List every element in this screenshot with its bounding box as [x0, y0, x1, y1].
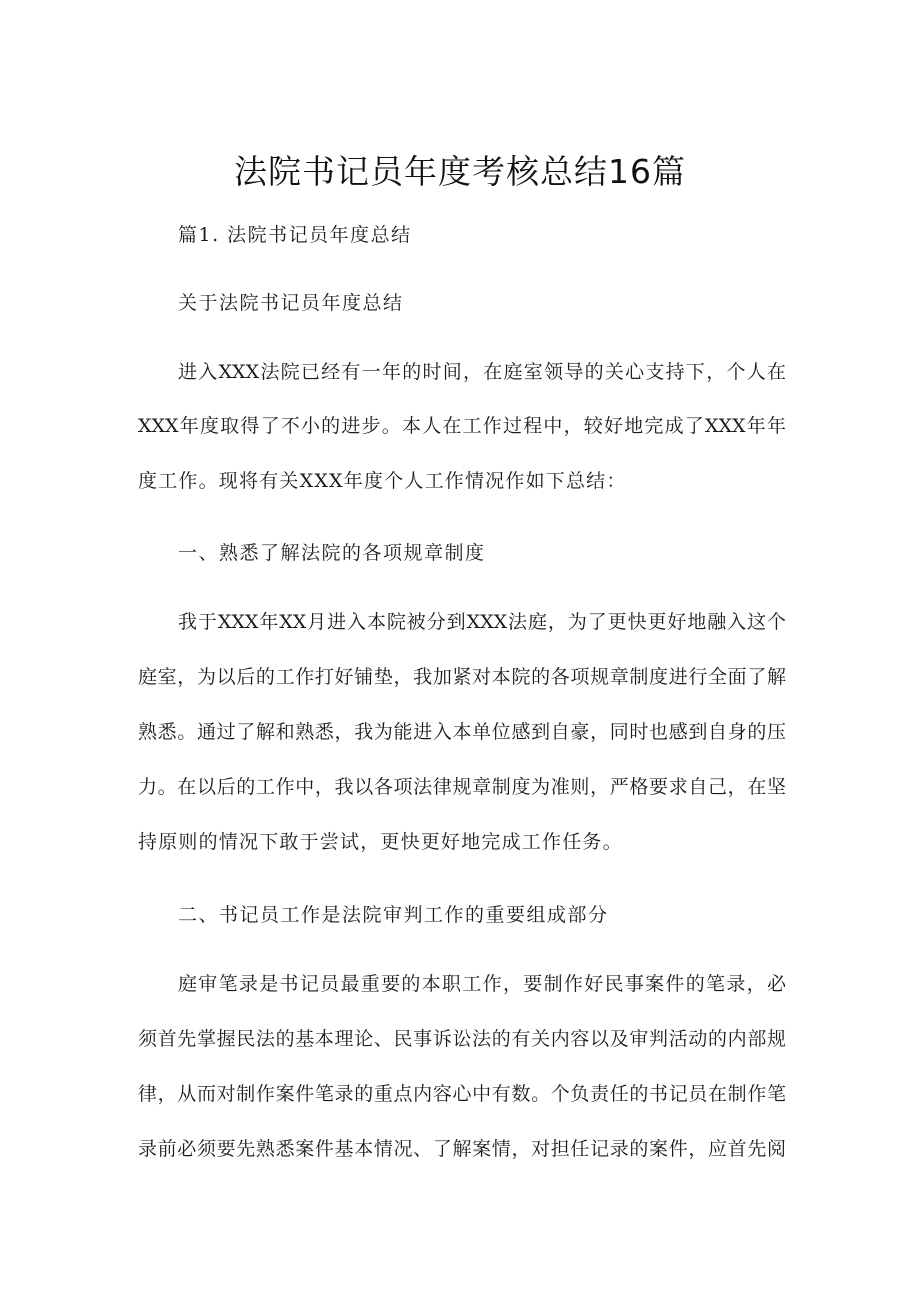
part1-line: 力。在以后的工作中，我以各项法律规章制度为准则，严格要求自己，在坚 — [138, 776, 786, 798]
part2-line: 庭审笔录是书记员最重要的本职工作，要制作好民事案件的笔录，必 — [178, 973, 786, 995]
intro-line: 度工作。现将有关XXX年度个人工作情况作如下总结： — [138, 470, 627, 492]
part1-line: 庭室，为以后的工作打好铺垫，我加紧对本院的各项规章制度进行全面了解 — [138, 666, 786, 688]
document-title: 法院书记员年度考核总结16篇 — [234, 152, 686, 191]
part1-line: 持原则的情况下敢于尝试，更快更好地完成工作任务。 — [138, 831, 623, 853]
intro-line: 进入XXX法院已经有一年的时间，在庭室领导的关心支持下，个人在 — [178, 361, 786, 383]
section-heading: 篇1. 法院书记员年度总结 — [178, 224, 412, 246]
part1-line: 我于XXX年XX月进入本院被分到XXX法庭，为了更快更好地融入这个 — [178, 611, 786, 633]
part2-line: 律，从而对制作案件笔录的重点内容心中有数。个负责任的书记员在制作笔 — [138, 1083, 786, 1105]
part2-heading: 二、书记员工作是法院审判工作的重要组成部分 — [178, 904, 609, 926]
part2-line: 须首先掌握民法的基本理论、民事诉讼法的有关内容以及审判活动的内部规 — [138, 1028, 786, 1050]
part2-line: 录前必须要先熟悉案件基本情况、了解案情，对担任记录的案件，应首先阅 — [138, 1138, 786, 1160]
subheading: 关于法院书记员年度总结 — [178, 292, 404, 314]
intro-line: XXX年度取得了不小的进步。本人在工作过程中，较好地完成了XXX年年 — [138, 415, 786, 437]
part1-line: 熟悉。通过了解和熟悉，我为能进入本单位感到自豪，同时也感到自身的压 — [138, 721, 786, 743]
part1-heading: 一、熟悉了解法院的各项规章制度 — [178, 542, 486, 564]
